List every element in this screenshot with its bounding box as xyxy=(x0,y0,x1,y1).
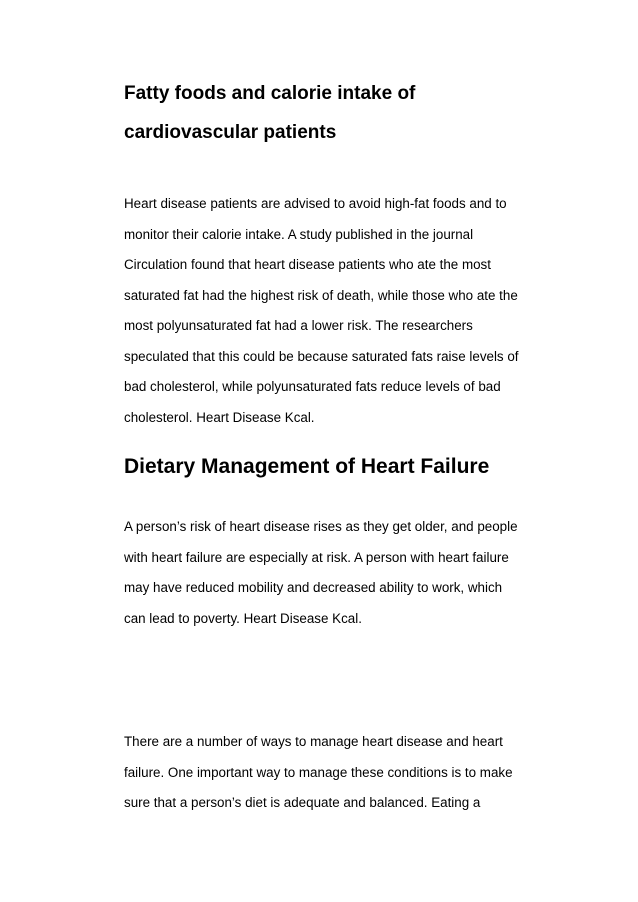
paragraph-line: can lead to poverty. Heart Disease Kcal. xyxy=(124,610,362,626)
paragraph-line: monitor their calorie intake. A study published in the journal xyxy=(124,226,474,242)
paragraph-line: Heart disease patients are advised to avoid high-fat foods and to xyxy=(124,196,507,211)
paragraph-line: speculated that this could be because saturated fats raise levels of xyxy=(124,348,519,364)
paragraph-line: There are a number of ways to manage heart disease and heart xyxy=(124,734,503,749)
paragraph-line: bad cholesterol, while polyunsaturated fats reduce levels of bad xyxy=(124,379,501,394)
paragraph-line: cholesterol. Heart Disease Kcal. xyxy=(124,409,315,425)
diet-management-paragraph xyxy=(124,727,574,819)
section-title-line-1: Fatty foods and calorie intake of xyxy=(124,83,416,104)
paragraph-line: failure. One important way to manage these conditions is to make xyxy=(124,764,513,780)
paragraph-line: with heart failure are especially at risk. A person with heart failure xyxy=(124,549,509,565)
section-heading: Dietary Management of Heart Failure xyxy=(124,455,490,478)
section-title-line-2: cardiovascular patients xyxy=(124,122,337,143)
paragraph-line: may have reduced mobility and decreased ability to work, which xyxy=(124,580,503,595)
paragraph-line: A person’s risk of heart disease rises as they get older, and people xyxy=(124,519,518,534)
paragraph-line: sure that a person’s diet is adequate and balanced. Eating a xyxy=(124,795,481,810)
heart-failure-paragraph xyxy=(124,512,574,634)
intro-paragraph xyxy=(124,189,574,433)
paragraph-line: Circulation found that heart disease patients who ate the most xyxy=(124,257,491,272)
paragraph-line: most polyunsaturated fat had a lower risk. The researchers xyxy=(124,318,473,333)
paragraph-line: saturated fat had the highest risk of death, while those who ate the xyxy=(124,287,518,303)
